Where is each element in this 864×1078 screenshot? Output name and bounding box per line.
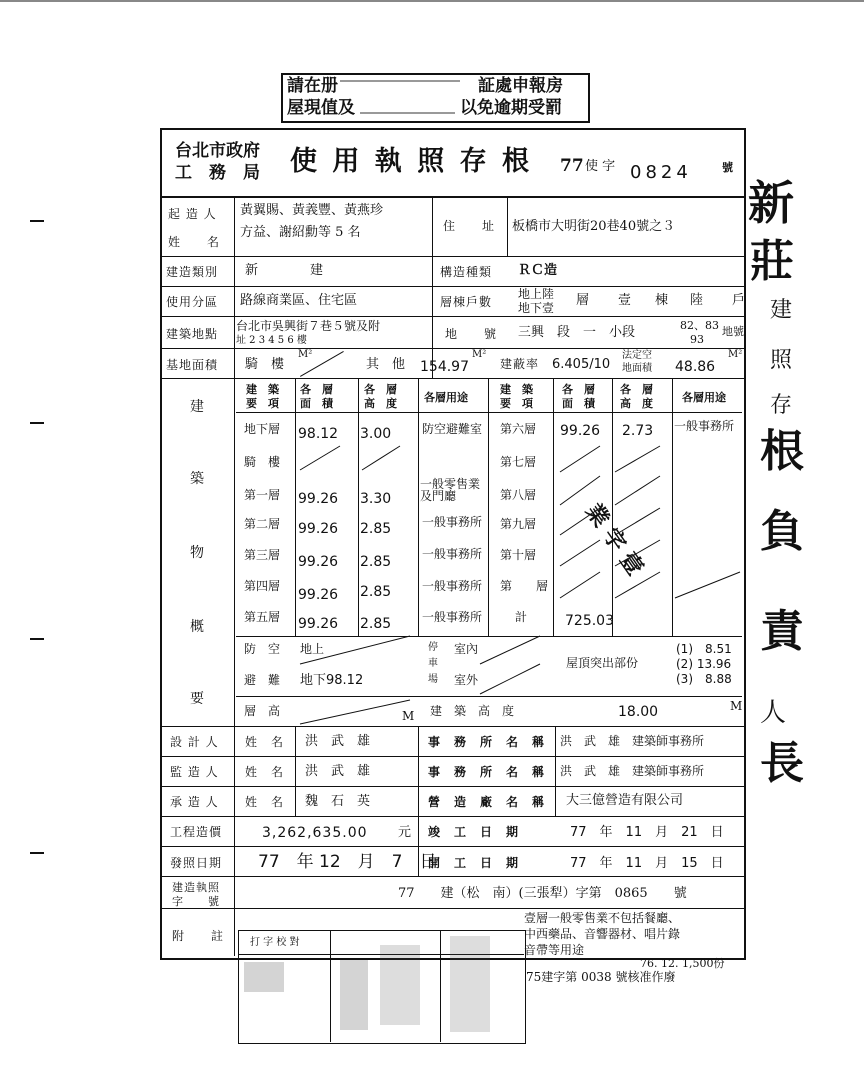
side-char: 負 [760,506,804,557]
floors-count-label: 層棟戶數 [440,295,493,309]
struct-label: 構造種類 [440,265,493,279]
floors-one: 壹 [618,293,632,308]
designer-office-label: 事 務 所 名 稱 [428,735,546,749]
floor-header-area2-right: 面 積 [562,397,595,410]
permit-label2: 字 號 [172,895,220,908]
civil-above: 地上 [300,642,325,656]
other-unit: M² [472,349,487,360]
floor-header-item1-right: 建 築 [500,383,533,396]
floor-use: 一般事務所 [422,515,483,529]
issue-date: 77 年 12 月 7 日 [258,852,437,872]
issue-label: 發照日期 [170,856,223,870]
floor-use: 一般零售業及門廳 [420,477,481,503]
floor-header-height2-right: 高 度 [620,397,653,410]
note-line3: 音帶等用途 [524,943,585,957]
floor-name: 第五層 [244,610,281,624]
top-edge-mark [0,0,864,2]
legal-label1: 法定空 [622,350,652,361]
building-height-value: 18.00 [618,704,659,720]
floor-name: 第七層 [500,455,537,469]
legal-value: 48.86 [675,359,716,375]
side-char: 莊 [750,236,794,287]
floor-header-height1: 各 層 [364,383,397,396]
note-line1: 壹層一般零售業不包括餐廳、 [524,911,681,925]
margin-mark [30,852,44,854]
proof-stamp-label: 打 字 校 對 [250,937,300,948]
side-char: 根 [760,426,804,477]
floor-height: 2.85 [360,584,392,600]
permit-year: 77 [560,156,584,176]
start-label: 開 工 日 期 [428,856,520,870]
area-label: 基地面積 [166,358,219,372]
civil-label2: 避 難 [244,673,281,687]
note-label: 附 註 [172,929,225,943]
margin-mark [30,422,44,424]
builder-addr: 板橋市大明街20巷40號之３ [512,219,676,234]
floor-height: 2.85 [360,616,392,632]
floor-name: 地下層 [244,422,281,436]
ratio-label: 建蔽率 [500,357,540,371]
blank-slash [480,636,540,664]
struct-value: ＲＣ造 [518,263,558,278]
roof-value2: (2) 13.96 [676,657,732,671]
contractor-name: 魏 石 英 [305,794,371,809]
blank-slash [615,476,660,505]
floors-six: 陸 [690,293,704,308]
contractor-office-label: 營 造 廠 名 稱 [428,795,546,809]
floor-name: 第 層 [500,579,549,593]
floor-area: 98.12 [298,426,339,442]
contractor-name-label: 姓 名 [245,795,285,809]
floor-area: 99.26 [560,423,601,439]
floor-area: 99.26 [298,521,339,537]
permit-suffix: 號 [722,161,733,174]
note-line2: 中西藥品、音響器材、唱片錄 [524,927,681,941]
floor-use: 一般事務所 [422,610,483,624]
seal-smudge [450,936,490,1032]
civil-label1: 防 空 [244,642,281,656]
notice-line2b: 以免逾期受罰 [460,98,562,118]
supervisor-office: 洪 武 雄 建築師事務所 [560,764,705,778]
floor-name: 第四層 [244,579,281,593]
parking-char3: 場 [428,674,438,685]
notice-line1b: 証處申報房 [478,76,563,96]
builder-names2: 方益、謝紹勳等 5 名 [240,225,361,240]
floor-use: 一般事務所 [422,547,483,561]
floor-header-area2: 面 積 [300,397,333,410]
blank-slash [675,572,740,598]
notice-line1: 請在册 [287,76,338,96]
floor-header-height2: 高 度 [364,397,397,410]
floor-height: 3.00 [360,426,392,442]
blank-slash [560,476,600,505]
designer-name: 洪 武 雄 [305,734,371,749]
supervisor-name-label: 姓 名 [245,765,285,779]
lot-number2: 93 [690,333,704,346]
overview-char3: 物 [190,545,204,561]
floors-word-hu: 戶 [732,293,746,308]
floors-above: 地上陸 [518,287,555,301]
blank-slash [615,446,660,472]
margin-mark [30,638,44,640]
floor-header-use: 各層用途 [424,391,468,404]
cost-unit: 元 [398,825,412,840]
zoning-value: 路線商業區、住宅區 [240,293,358,308]
cost-label: 工程造價 [170,825,223,839]
arcade-unit: M² [298,349,313,360]
building-height-unit: M [730,699,743,713]
roof-value1: (1) 8.51 [676,642,732,656]
builder-label1: 起 造 人 [168,207,217,221]
floor-area: 99.26 [298,554,339,570]
floor-height: 3.30 [360,491,392,507]
overview-char5: 要 [190,691,204,707]
blank-slash [300,700,410,724]
floor-header-item2: 要 項 [246,397,279,410]
roof-label: 屋頂突出部份 [566,656,639,670]
site-label: 建築地點 [166,327,219,341]
roof-value3: (3) 8.88 [676,672,732,686]
completion-date: 77 年 11 月 21 日 [570,825,724,840]
org-line2: 工 務 局 [175,163,260,183]
floor-height: 2.73 [622,423,654,439]
floor-header-item1: 建 築 [246,383,279,396]
floor-header-height1-right: 各 層 [620,383,653,396]
page-title: 使 用 執 照 存 根 [290,146,532,177]
supervisor-name: 洪 武 雄 [305,764,371,779]
legal-unit: M² [728,349,743,360]
story-height-label: 層 高 [244,704,281,718]
print-info: 76. 12. 1,500份 [640,957,725,970]
floor-area: 99.26 [298,587,339,603]
floor-use: 防空避難室 [422,422,483,436]
floors-word-ceng: 層 [576,293,590,308]
floor-header-area1: 各 層 [300,383,333,396]
floor-name: 第九層 [500,517,537,531]
floor-name: 第一層 [244,488,281,502]
floor-name: 第二層 [244,517,281,531]
parking-char1: 停 [428,642,438,653]
margin-mark [30,220,44,222]
total-area: 725.03 [565,613,614,629]
builder-addr-label: 住 址 [443,219,496,233]
floors-word-dong: 棟 [655,293,669,308]
building-height-label: 建 築 高 度 [430,704,515,718]
approval-stamp: 業 字 壹 [580,498,649,581]
designer-label: 設 計 人 [170,735,219,749]
floor-use: 一般事務所 [674,419,735,433]
lot-value: 三興 段 一 小段 [518,325,636,340]
floor-height: 2.85 [360,521,392,537]
void-note: 75建字第 0038 號核准作廢 [526,970,676,984]
blank-slash [300,446,340,470]
parking-indoor: 室內 [454,642,479,656]
floor-name: 第六層 [500,422,537,436]
permit-value: 77 建（松 南）(三張犁）字第 0865 號 [398,886,687,901]
overview-char4: 概 [190,619,204,635]
story-height-unit: M [402,709,415,723]
cost-value: 3,262,635.00 [262,825,368,841]
side-char: 責 [760,606,804,657]
permit-number: 0824 [630,162,692,183]
site-value2: 址 2 3 4 5 6 樓 [236,335,307,346]
blank-slash [560,572,600,598]
notice-line2: 屋現值及 [287,98,355,118]
floor-use: 一般事務所 [422,579,483,593]
overview-char1: 建 [190,399,204,415]
legal-label2: 地面積 [622,363,652,374]
builder-names1: 黃翼賜、黃義豐、黃燕珍 [240,203,384,218]
permit-word: 使 字 [585,159,616,174]
completion-label: 竣 工 日 期 [428,825,520,839]
parking-char2: 車 [428,658,438,669]
supervisor-office-label: 事 務 所 名 稱 [428,765,546,779]
floor-name: 騎 樓 [244,455,281,469]
floor-name: 計 [515,610,528,624]
ratio-value: 6.405/10 [552,357,611,372]
designer-name-label: 姓 名 [245,735,285,749]
builder-label2: 姓 名 [168,235,221,249]
floor-header-area1-right: 各 層 [562,383,595,396]
lot-number1: 82、83 [680,319,719,332]
zoning-label: 使用分區 [166,295,219,309]
floor-header-use-right: 各層用途 [682,391,726,404]
overview-char2: 築 [190,471,204,487]
side-char: 存 [770,393,793,418]
lot-suffix: 地號 [722,325,744,338]
floor-name: 第十層 [500,548,537,562]
side-char: 建 [770,298,793,323]
start-date: 77 年 11 月 15 日 [570,856,724,871]
seal-smudge [340,960,368,1030]
other-value: 154.97 [420,359,469,375]
lot-label: 地 號 [445,327,498,341]
civil-below: 地下98.12 [300,673,364,688]
supervisor-label: 監 造 人 [170,765,219,779]
rule [330,930,331,1042]
contractor-office: 大三億營造有限公司 [566,793,684,808]
other-label: 其 他 [366,357,406,372]
floor-name: 第三層 [244,548,281,562]
floor-header-item2-right: 要 項 [500,397,533,410]
blank-slash [615,572,660,598]
side-char: 長 [760,738,804,789]
type-label: 建造類別 [166,265,219,279]
side-char: 新 [748,176,794,230]
floor-area: 99.26 [298,616,339,632]
rule [440,930,441,1042]
blank-slash [362,446,400,470]
side-char: 照 [770,348,793,373]
floor-height: 2.85 [360,554,392,570]
contractor-label: 承 造 人 [170,795,219,809]
seal-smudge [380,945,420,1025]
type-value: 新 建 [245,263,324,278]
arcade-label: 騎 樓 [245,357,285,372]
blank-slash [480,664,540,694]
floors-below: 地下壹 [518,301,555,315]
blank-slash [560,446,600,472]
site-value1: 台北市吳興街７巷５號及附 [236,319,381,333]
blank-slash [560,540,600,566]
org-line1: 台北市政府 [175,141,260,161]
floor-area: 99.26 [298,491,339,507]
designer-office: 洪 武 雄 建築師事務所 [560,734,705,748]
floor-name: 第八層 [500,488,537,502]
permit-label1: 建造執照 [172,881,220,894]
side-char: 人 [760,698,787,728]
seal-smudge [244,962,284,992]
parking-outdoor: 室外 [454,673,479,687]
